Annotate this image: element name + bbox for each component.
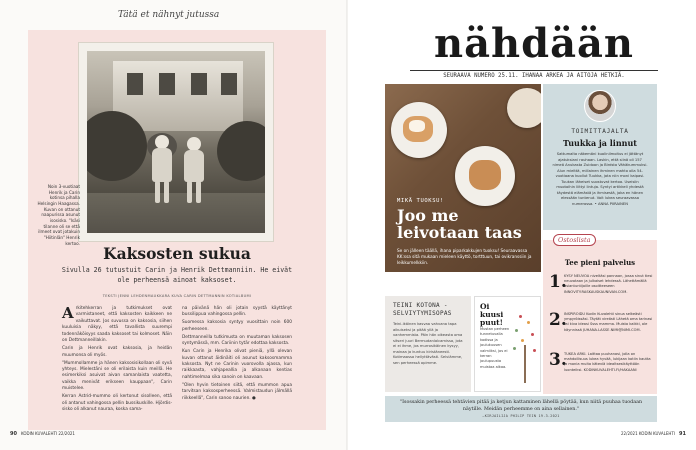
tree-ornament — [513, 347, 516, 350]
recipe-kicker: MIKÄ TUOKSU! — [397, 198, 444, 204]
service-item-text: INSPIROIDU Kodin Kuvalehti sinua selkeästi ympyröissäsi. Täytät vireästi Lähetä oma tarinasi tai kiva ideasi Ssss mamma. Muista kaikki, ole käynnissä JUHANA.LASSE.NIMI@NIMI.COM. — [564, 312, 653, 332]
editor-label: TOIMITTAJALTA — [571, 128, 629, 135]
photo-child-leg — [187, 181, 192, 203]
page-folio-left — [10, 431, 75, 437]
tree-ornament — [515, 329, 518, 332]
service-item-text: TUKEA ARKI. Laittaa puuhanasi, jolla on mahdollisuus lukea hyvää, lukijaan kotiin kautta ja monia muita käteviä idealtsesikäyttöön luonteiksi. KODINKUVALEHTI.FI/HAKAANI — [564, 352, 651, 372]
photo-ground — [87, 193, 265, 233]
photo-child — [152, 148, 172, 182]
right-page — [348, 0, 696, 450]
body-paragraph: Kun Carin ja Henrika olivat pieniä, yllä olevan kuvan ottanut äidinäiti oli asunut kaksosmamma kaksosta. Nyt ne Carinin vuorovolla ajassa, kun raikkaasta, vahjapeallia ja alkanaan kentias nahtimelmaa sika sanoin on kaavaan. — [182, 349, 292, 380]
photo-child-head — [187, 137, 201, 151]
body-paragraph: Arkitehkerran ja tutkimukset ovat varmistaneet, että kaksosten kaikkeen ne vaikuttavat. Jos suvussa on kaksosia, siihen kuuluisia näkyy, että tavallista suurempi todennäköisyys saada kaksoset tai kolmoset. Näin on Dettmanneillakin. — [62, 304, 172, 344]
tree-trunk — [524, 345, 526, 383]
cream — [409, 120, 425, 132]
article-credits: TEKSTI JENNI LEHDENMAUKKARA KUVA CARIN DETTMANNIN KOTIALBUMI — [102, 294, 252, 298]
service-item-number: 3. — [549, 350, 567, 370]
photo-caption: Noin 3-vuotiaat Henrik ja Carin kotinsa pihalla Helsingin Haagassa. Kuvan on ottanut naapurissa asunut isosisko. "Isäsi tilanne oli se että ilmeet ovat jotakuin "Hiitinlän" Henrik kertoo. — [37, 184, 80, 246]
tree-ornament — [527, 321, 530, 324]
body-paragraph: "Mummollamme ja hänen kaksosisikollaan oli syvä yhteys. Mielestäni se oli erilaista kuin meillä. He esimerkiksi asuivat aivan samanlaista vaatetta, vaikka menivät erikseen kauppaan", Carin muistelee. — [62, 360, 172, 392]
service-item-number: 1. — [549, 272, 567, 292]
teen-guide-text: Teini-ikäinen kasvaa vahvana tapa aikuiseksi ja pitää yllä ja vanhemmista. Päin hän oikeasta oma sitseri juuri Bermudanlalcamissa, jota ei ei ihme, jos murrosikäinen kysyy, mainaa ja kuntuu kiristäneesti. Kotimaassa hellyttävästi. Selviämme, sen perheessä opimme. — [393, 322, 463, 365]
photo-image — [87, 51, 265, 233]
photo-bush — [217, 121, 265, 181]
service-item — [549, 272, 653, 306]
pull-quote — [385, 396, 657, 422]
service-item-text: KYSY NEUVOA niveltäsi pannaan, jossa sinut tiesi neuvotaan ja julkaiset lehdessä. Lähettämällä asiantuntijoille osoitteeseen INNOVITY.RASKAUSKAUNIVAN.COM. — [564, 274, 653, 294]
pastry — [469, 160, 501, 190]
article-headline: Kaksosten sukua — [103, 244, 251, 263]
photo-child-leg — [155, 181, 160, 203]
editor-text: Sattumalta näkemäni kuolinilmoitus ei jättänyt ajatuksiani rauhaan. Laskin, että siinä oli 157 nimeä Anukasta Zuidoon ja Birdsto Vähäkummuksi. Alun mielttä, millainen ihminen mahto olla 54-vuotiaana kuollut Tuukka, jota niin moni kaipasi. Tuukan läheiset suostuvat kertoa. Useisiin muotoihin liittyi lintuja. Syntyi artikkeli yhdestä täydestä elämästä ja ihmisestä, joka en hänen elessään tuntenut. Voit lukea seuraavassa numerossa. • ANNA PIIRAINEN — [552, 152, 648, 206]
branch-tree-image — [511, 305, 539, 385]
service-item — [549, 310, 653, 344]
body-paragraph: Carin ja Henrik ovat kaksosia, ja heidän muumonsa oli myös. — [62, 346, 172, 358]
tree-ornament — [533, 349, 536, 352]
recipe-teaser[interactable] — [385, 84, 541, 272]
editor-title: Tuukka ja linnut — [563, 138, 637, 148]
family-photo — [78, 42, 274, 242]
body-paragraph: Suomessa kaksosia syntyy vuosittain noin 600 perheeseen. — [182, 320, 292, 332]
teen-guide-title: TEINI KOTONA - SELVIYTYMISOPAS — [393, 302, 452, 317]
photo-child — [184, 150, 204, 182]
photo-child-leg — [196, 181, 201, 203]
recipe-text: Se on jälleen täällä, ihana piparkakkujen tuoksu! Seuraavassa KK:ssa sitä mukaan mieleen käyttö, tortttuun, tai ovikranssiin ja leikkumelkkiin. — [397, 248, 532, 266]
editor-avatar — [584, 90, 616, 122]
service-item — [549, 350, 653, 384]
magazine-issue: 22/2021 KODIN KUVALEHTI — [621, 431, 676, 436]
editor-note — [543, 84, 657, 230]
plate-image — [391, 102, 447, 158]
recipe-title: Joo me leivotaan taas — [397, 206, 522, 242]
service-item-number: 2. — [549, 310, 567, 330]
photo-child-leg — [164, 181, 169, 203]
page-folio-right — [621, 431, 686, 437]
quote-source: —KIRJAILIJA PHILIP TEIN 19.3.2021 — [482, 414, 560, 418]
body-paragraph: Dettmanneilla tutkimusta on muutaman kaksosen syntymässä, mm. Cariinin tytär edottaa kaksosta. — [182, 334, 292, 347]
tree-teaser[interactable] — [474, 296, 541, 392]
service-title: Tee pieni palvelus — [564, 258, 636, 267]
drop-cap: A — [62, 304, 74, 322]
body-paragraph: na päivänä hän oli jotain syystä käyttänyt bussilippua vahingossa pellin. — [182, 306, 292, 318]
photo-child-head — [155, 135, 169, 149]
service-badge: Ostoslista — [553, 234, 596, 246]
plate-image — [507, 88, 541, 128]
photo-window — [127, 73, 143, 95]
teen-guide-teaser[interactable] — [385, 296, 471, 392]
tree-teaser-title: Oi kuusi puut! — [480, 302, 504, 327]
section-masthead: nähdään — [434, 20, 634, 67]
tree-teaser-text: Mustan perheen tunnetuvalla kodissa ja joulukuusen valmiiksi, jos ei kerran joulupuusta muistaa alkaa. — [480, 327, 510, 369]
photo-window — [159, 73, 175, 95]
quote-text: "Isossakin perheessä tehtävien pitää ja ketjun kattaminen lähellä pöytää, kun niitä puuhaa tuodaan näytille. Meidän perheemme on aina sellainen." — [399, 400, 643, 412]
body-column-1 — [62, 306, 172, 415]
page-number: 91 — [679, 431, 686, 437]
service-box — [543, 236, 657, 394]
article-deck: Sivulla 26 tutustuit Carin ja Henrik Dettmanniin. He eivät ole perheensä ainoat kaksoset. — [61, 266, 293, 284]
tree-ornament — [519, 315, 522, 318]
plate-image — [455, 146, 515, 206]
tree-ornament — [531, 333, 534, 336]
article-body — [62, 306, 292, 422]
body-paragraph: Kerran Astrid-mummo oli kertonut sisolleen, että oli antanut vahingossa pellin bussikuskille. Hjördis-sisko oli alkanut nauraa, koska sama- — [62, 394, 172, 413]
section-kicker: Tätä et nähnyt jutussa — [118, 10, 220, 20]
page-number: 90 — [10, 431, 17, 437]
body-column-2 — [182, 306, 292, 404]
magazine-issue: KODIN KUVALEHTI 22/2021 — [20, 431, 75, 436]
next-issue-line: SEURAAVA NUMERO 25.11. IHANAA ARKEA JA AITOJA HETKIÄ. — [410, 70, 658, 79]
tree-ornament — [521, 339, 524, 342]
photo-window — [191, 73, 207, 95]
body-paragraph: "Olen hyvin tietoinen siitä, että mummon apua tarvitsan kaksosperheessä. Valmistaudun jälmällä riikkeellä", Carin sanoo naurien. ● — [182, 382, 292, 401]
photo-window — [221, 73, 237, 95]
